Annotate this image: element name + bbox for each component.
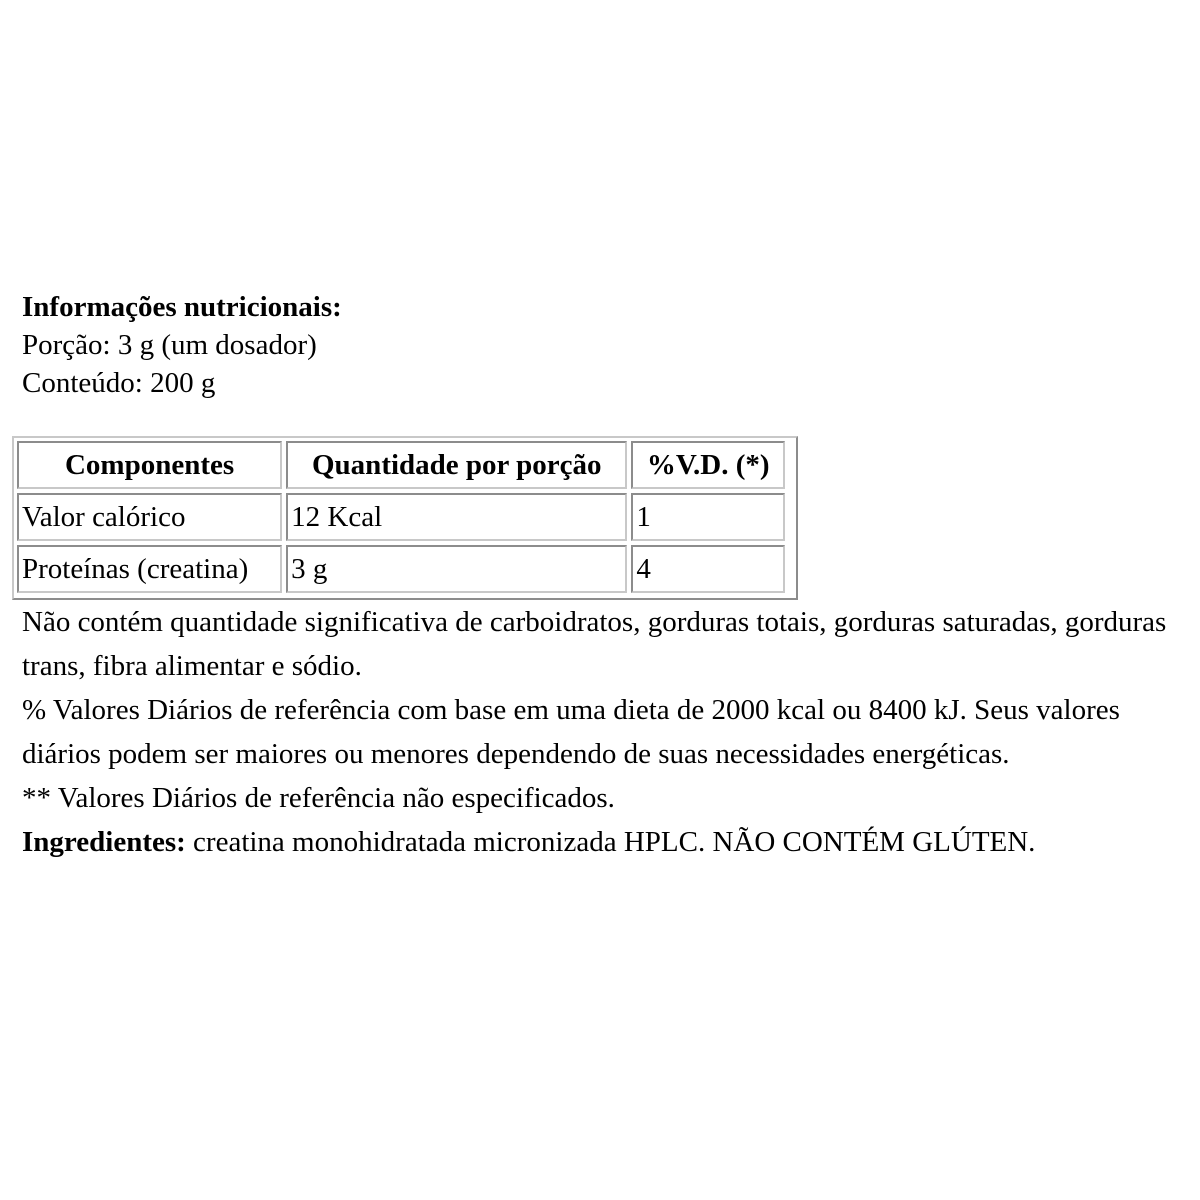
not-contains-note: Não contém quantidade significativa de carboidratos, gorduras totais, gorduras saturadas, gorduras trans, fibra alimentar e sódio. <box>22 606 1167 682</box>
ingredients-label: Ingredientes: <box>22 826 186 858</box>
table-row <box>17 545 785 593</box>
column-header-daily-value: %V.D. (*) <box>631 441 785 489</box>
unspecified-note: ** Valores Diários de referência não especificados. <box>22 782 615 814</box>
nutrition-table-frame <box>12 436 798 600</box>
table-row <box>17 493 785 541</box>
table-cell-component: Valor calórico <box>17 493 282 541</box>
nutrition-notes <box>22 600 1194 864</box>
table-cell-component: Proteínas (creatina) <box>17 545 282 593</box>
table-cell-daily-value: 4 <box>631 545 785 593</box>
content-text: Conteúdo: 200 g <box>22 367 216 399</box>
nutrition-header <box>22 288 1192 402</box>
column-header-quantity: Quantidade por porção <box>286 441 627 489</box>
column-header-components: Componentes <box>17 441 282 489</box>
table-cell-quantity: 12 Kcal <box>286 493 627 541</box>
table-cell-daily-value: 1 <box>631 493 785 541</box>
portion-text: Porção: 3 g (um dosador) <box>22 329 317 361</box>
ingredients-text: creatina monohidratada micronizada HPLC. NÃO CONTÉM GLÚTEN. <box>185 826 1036 858</box>
table-cell-quantity: 3 g <box>286 545 627 593</box>
page-title: Informações nutricionais: <box>22 291 342 323</box>
nutrition-table <box>13 437 789 597</box>
ingredients-line <box>22 820 1194 864</box>
table-header-row <box>17 441 785 489</box>
daily-values-note: % Valores Diários de referência com base em uma dieta de 2000 kcal ou 8400 kJ. Seus valores diários podem ser maiores ou menores dependendo de suas necessidades energéticas. <box>22 694 1120 770</box>
